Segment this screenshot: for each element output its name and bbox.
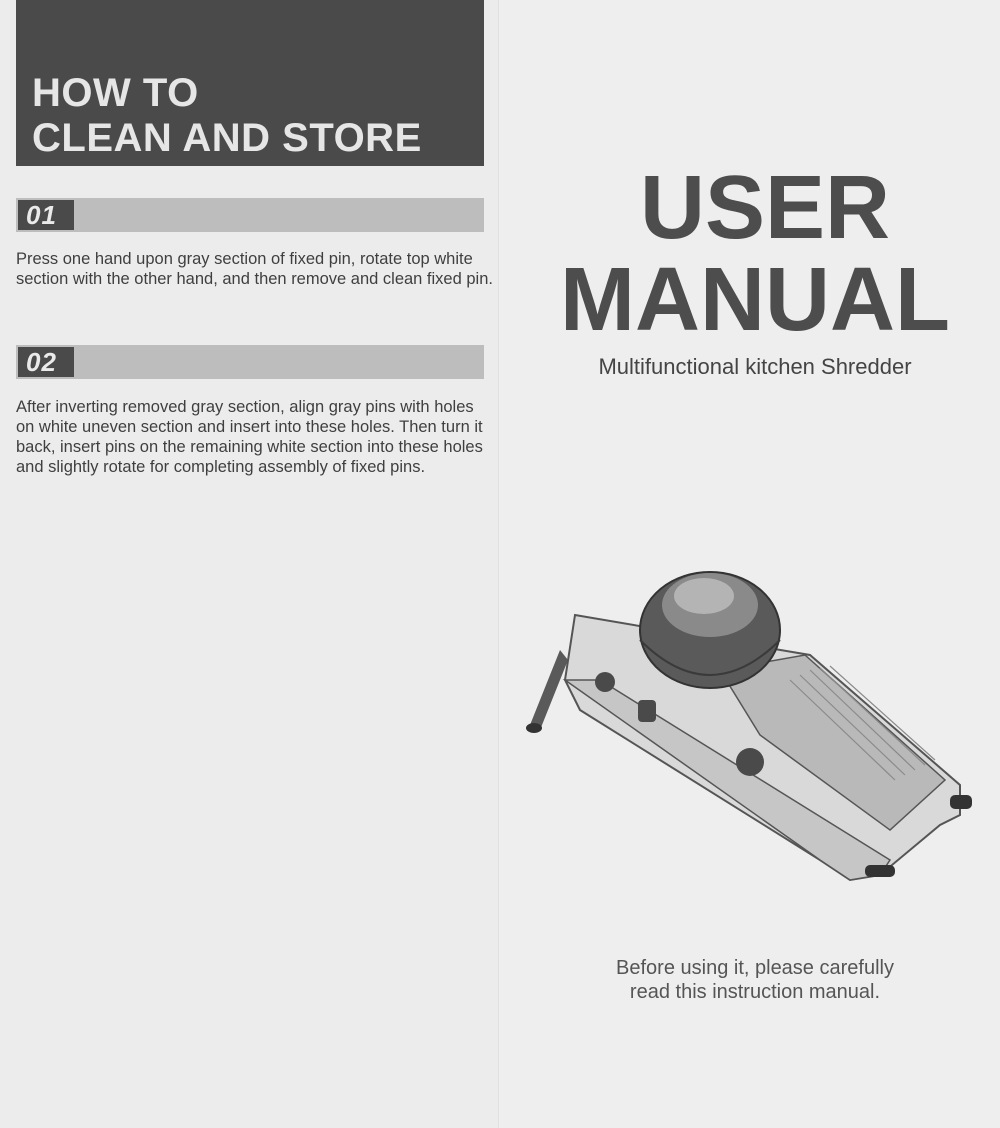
adjust-knob-left	[595, 672, 615, 692]
rear-foot	[950, 795, 972, 809]
section-heading-block	[16, 0, 484, 166]
instruction-note	[540, 956, 970, 1004]
manual-subtitle: Multifunctional kitchen Shredder	[598, 354, 912, 379]
step-2-bar	[16, 345, 484, 379]
adjust-knob-right	[736, 748, 764, 776]
section-heading-line1: HOW TO	[32, 71, 199, 115]
instruction-note-line2: read this instruction manual.	[629, 981, 881, 1003]
section-heading-line2: CLEAN AND STORE	[32, 116, 422, 160]
manual-title-line1: USER	[639, 158, 891, 258]
step-2-number: 02	[18, 347, 74, 377]
thickness-switch	[638, 700, 656, 722]
instruction-note-line1: Before using it, please carefully	[616, 957, 894, 979]
step-2-text: After inverting removed gray section, align gray pins with holes on white uneven section and insert into these holes. Then turn it back, insert pins on the remaining white section into these holes and slightly rotate for completing assembly of fixed pins.	[16, 398, 483, 476]
stand-foot	[526, 723, 542, 733]
step-1-bar	[16, 198, 484, 232]
manual-title-line2: MANUAL	[560, 250, 950, 350]
front-foot	[865, 865, 895, 877]
food-holder-cap	[674, 578, 734, 614]
step-1-number: 01	[18, 200, 74, 230]
shredder-product-illustration	[520, 560, 990, 900]
stand-leg	[530, 650, 568, 730]
step-1-text: Press one hand upon gray section of fixed pin, rotate top white section with the other hand, and then remove and clean fixed pin.	[16, 250, 493, 288]
